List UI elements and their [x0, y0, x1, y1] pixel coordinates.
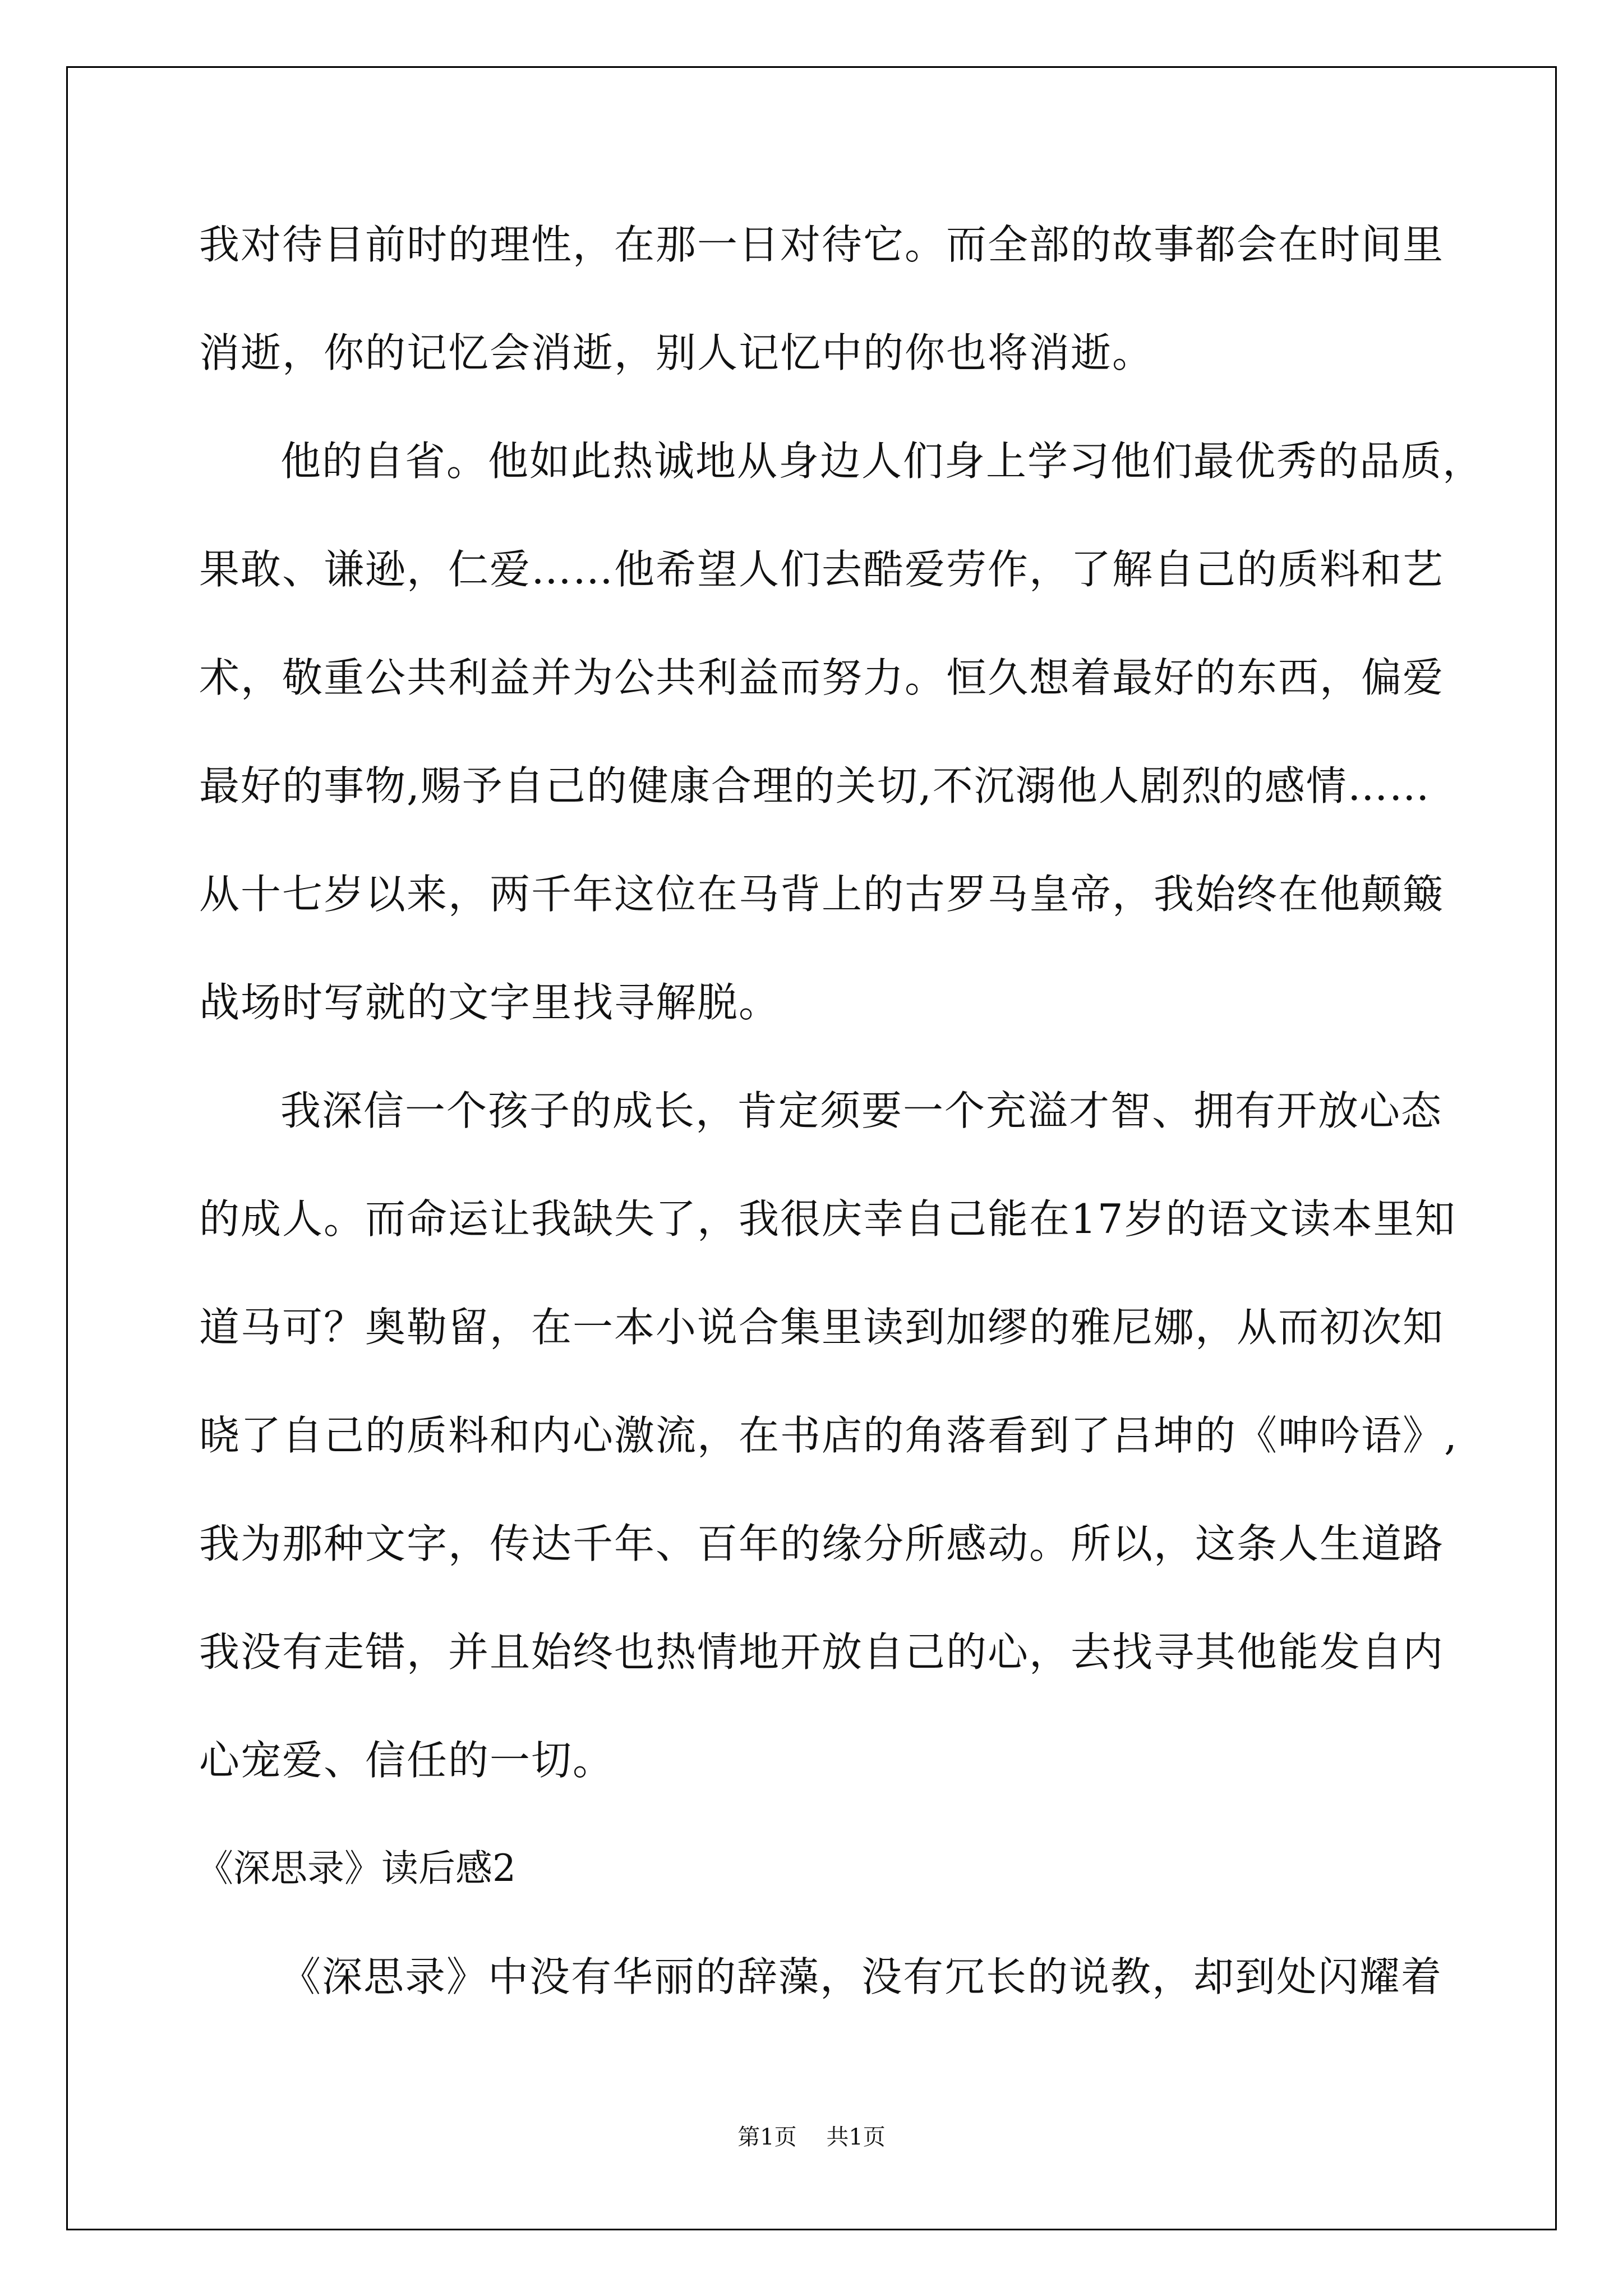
text-line: 从十七岁以来，两千年这位在马背上的古罗马皇帝，我始终在他颠簸 [199, 871, 1445, 918]
page-footer [0, 2119, 1623, 2151]
text-line: 消逝，你的记忆会消逝，别人记忆中的你也将消逝。 [199, 329, 1154, 376]
text-line: 最好的事物,赐予自己的健康合理的关切,不沉溺他人剧烈的感情…… [199, 762, 1431, 809]
paragraph-start: 他的自省。他如此热诚地从身边人们身上学习他们最优秀的品质， [280, 438, 1484, 485]
text-line: 的成人。而命运让我缺失了，我很庆幸自己能在17岁的语文读本里知 [199, 1195, 1456, 1243]
text-line: 我对待目前时的理性，在那一日对待它。而全部的故事都会在时间里 [199, 221, 1445, 268]
page-total: 共1页 [826, 2124, 886, 2150]
paragraph-start: 《深思录》中没有华丽的辞藻，没有冗长的说教，却到处闪耀着 [280, 1953, 1443, 2000]
document-body [196, 218, 1484, 2058]
text-line: 果敢、谦逊，仁爱……他希望人们去酷爱劳作，了解自己的质料和艺 [199, 546, 1445, 593]
text-line: 晓了自己的质料和内心激流，在书店的角落看到了吕坤的《呻吟语》, [199, 1412, 1458, 1459]
text-line: 我为那种文字，传达千年、百年的缘分所感动。所以，这条人生道路 [199, 1520, 1445, 1567]
text-line: 心宠爱、信任的一切。 [199, 1737, 615, 1784]
text-line: 术，敬重公共利益并为公共利益而努力。恒久想着最好的东西，偏爱 [199, 654, 1445, 701]
text-line: 战场时写就的文字里找寻解脱。 [199, 979, 781, 1026]
text-line: 道马可？奥勒留，在一本小说合集里读到加缪的雅尼娜，从而初次知 [199, 1304, 1445, 1351]
section-heading: 《深思录》读后感2 [196, 1847, 516, 1890]
page-number: 第1页 [737, 2124, 797, 2150]
text-line: 我没有走错，并且始终也热情地开放自己的心，去找寻其他能发自内 [199, 1628, 1445, 1676]
paragraph-start: 我深信一个孩子的成长，肯定须要一个充溢才智、拥有开放心态 [280, 1087, 1443, 1134]
